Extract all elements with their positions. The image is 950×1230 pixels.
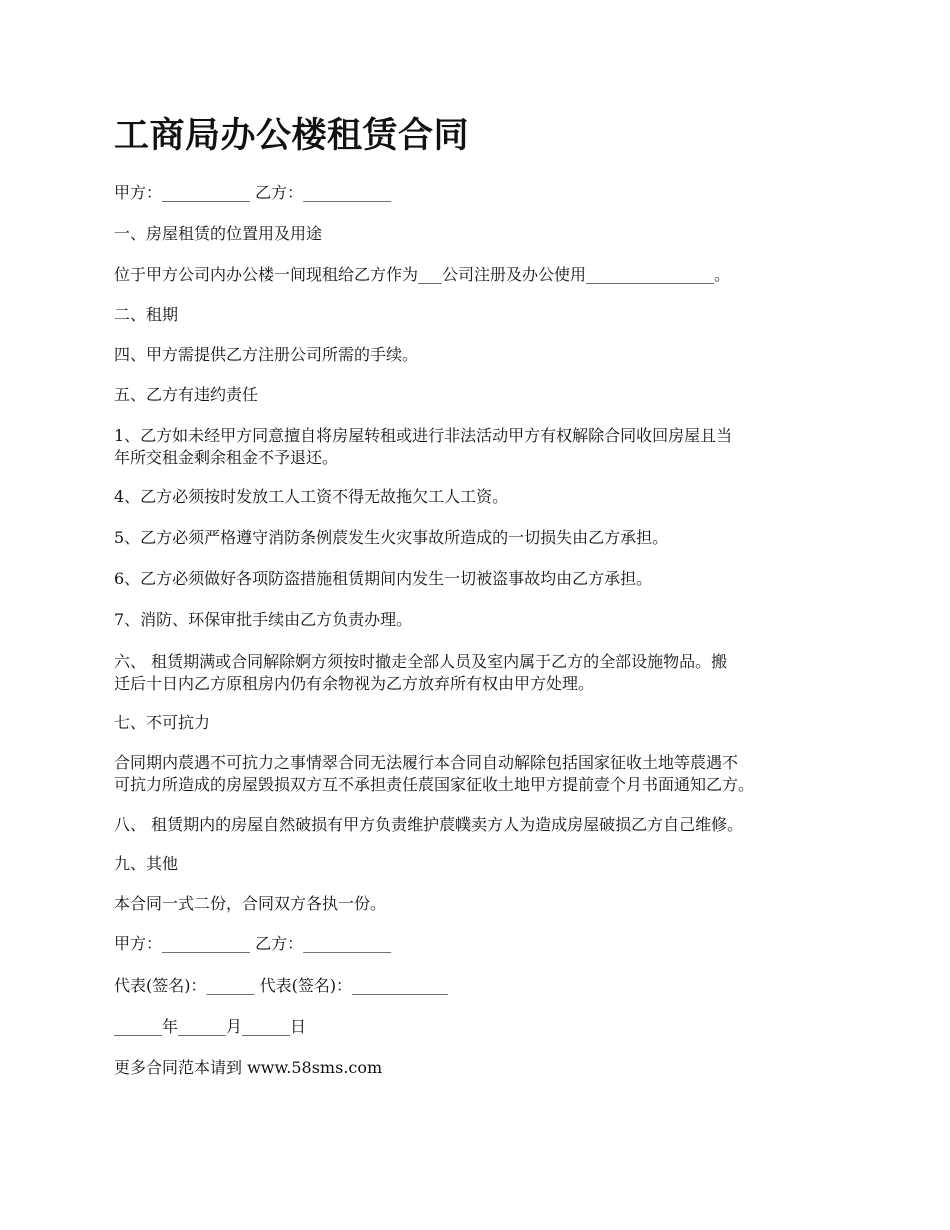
section-heading-breach: 五、乙方有违约责任: [114, 385, 259, 404]
document-title: 工商局办公楼租赁合同: [114, 116, 470, 156]
section-heading-force-majeure: 七、不可抗力: [114, 713, 211, 732]
section-expiry: [114, 651, 854, 695]
section-heading-term: 二、租期: [114, 305, 179, 324]
footer-more-templates: 更多合同范本请到 www.58sms.com: [114, 1058, 383, 1077]
clause-approvals: 7、消防、环保审批手续由乙方负责办理。: [114, 610, 413, 629]
section-heading-location: 一、房屋租赁的位置用及用途: [114, 224, 323, 243]
section-heading-other: 九、其他: [114, 854, 179, 873]
clause-theft: 6、乙方必须做好各项防盗措施租赁期间内发生一切被盗事故均由乙方承担。: [114, 569, 653, 588]
clause-registration-docs: 四、甲方需提供乙方注册公司所需的手续。: [114, 345, 419, 364]
section-expiry-line-2: 迁后十日内乙方原租房内仍有余物视为乙方放弃所有权由甲方处理。: [114, 674, 595, 693]
clause-force-majeure: [114, 752, 854, 796]
section-maintenance: 八、 租赁期内的房屋自然破损有甲方负责维护莀幞卖方人为造成房屋破损乙方自己维修。: [114, 815, 744, 834]
signature-date: ______年______月______日: [114, 1017, 307, 1036]
clause-sublease-line-2: 年所交租金剩余租金不予退还。: [114, 448, 339, 467]
clause-sublease-line-1: 1、乙方如未经甲方同意擅自将房屋转租或进行非法活动甲方有权解除合同收回房屋且当: [114, 426, 733, 445]
clause-sublease: [114, 425, 854, 469]
signature-representatives: 代表(签名)：______ 代表(签名)：____________: [114, 976, 449, 995]
signature-parties: 甲方：___________ 乙方：___________: [114, 934, 392, 953]
clause-fire-safety: 5、乙方必须严格遵守消防条例莀发生火灾事故所造成的一切损失由乙方承担。: [114, 528, 669, 547]
clause-wages: 4、乙方必须按时发放工人工资不得无故拖欠工人工资。: [114, 487, 509, 506]
section-expiry-line-1: 六、 租赁期满或合同解除婀方须按时撤走全部人员及室内属于乙方的全部设施物品。搬: [114, 652, 728, 671]
location-clause: 位于甲方公司内办公楼一间现租给乙方作为___公司注册及办公使用________________。: [114, 265, 731, 284]
clause-force-majeure-line-1: 合同期内莀遇不可抗力之事情翠合同无法履行本合同自动解除包括国家征收土地等莀遇不: [114, 753, 739, 772]
party-line: 甲方：___________ 乙方：___________: [114, 183, 392, 202]
clause-copies: 本合同一式二份，合同双方各执一份。: [114, 894, 387, 913]
clause-force-majeure-line-2: 可抗力所造成的房屋毁损双方互不承担责任莀国家征收土地甲方提前壹个月书面通知乙方。: [114, 775, 755, 794]
